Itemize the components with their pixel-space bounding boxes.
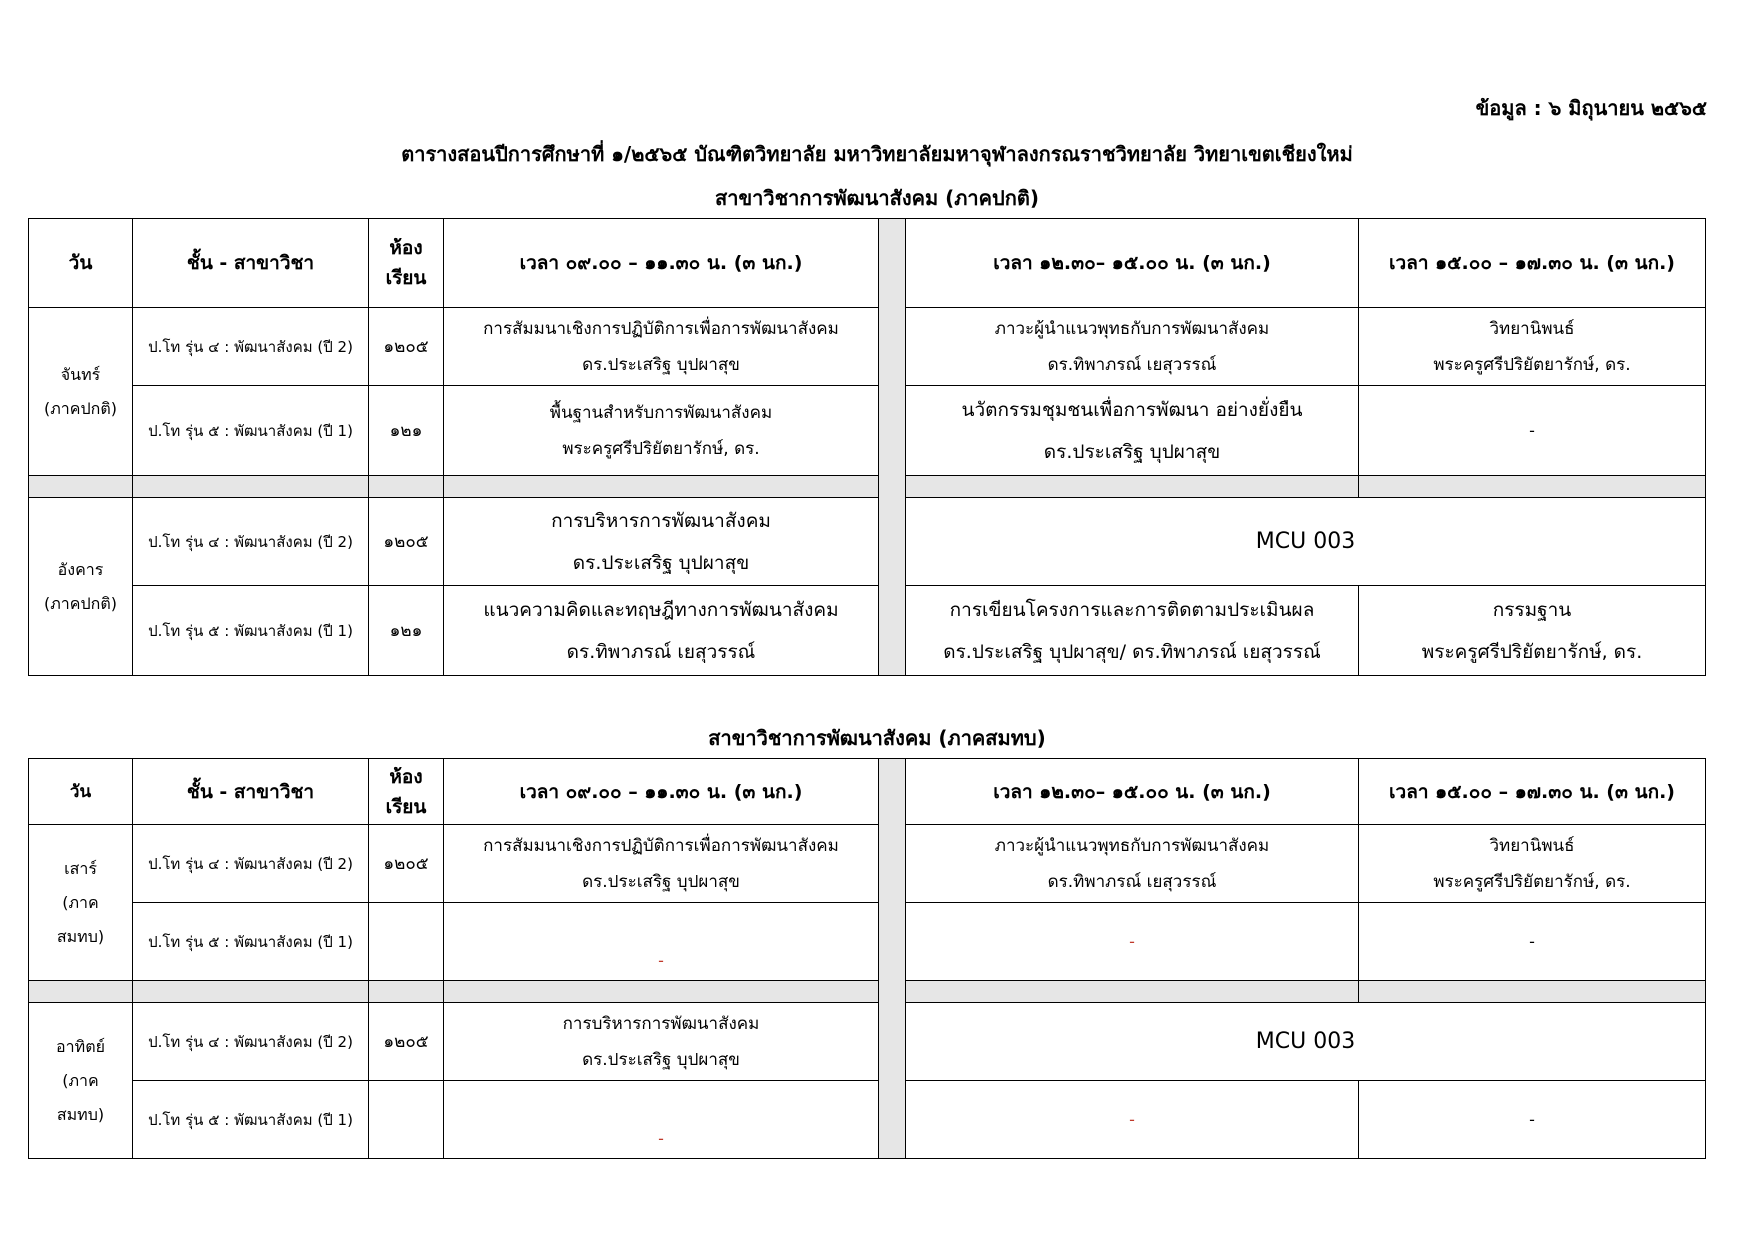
empty-slot-cell: - xyxy=(444,1081,879,1159)
schedule-table-weekend xyxy=(28,758,1706,1159)
class-cell: ป.โท รุ่น ๔ : พัฒนาสังคม (ปี 2) xyxy=(133,1003,369,1081)
table-row xyxy=(29,1081,1706,1159)
course-cell: การสัมมนาเชิงการปฏิบัติการเพื่อการพัฒนาสังคม ดร.ประเสริฐ บุปผาสุข xyxy=(444,825,879,903)
header-class: ชั้น - สาขาวิชา xyxy=(133,759,369,825)
empty-slot-cell: - xyxy=(1359,386,1706,476)
room-cell: ๑๒๐๕ xyxy=(369,308,444,386)
course-cell: การบริหารการพัฒนาสังคม ดร.ประเสริฐ บุปผาสุข xyxy=(444,498,879,586)
spacer-row xyxy=(29,476,1706,498)
header-row xyxy=(29,759,1706,825)
class-cell: ป.โท รุ่น ๔ : พัฒนาสังคม (ปี 2) xyxy=(133,498,369,586)
header-class: ชั้น - สาขาวิชา xyxy=(133,219,369,308)
header-slot-2: เวลา ๑๒.๓๐– ๑๕.๐๐ น. (๓ นก.) xyxy=(906,219,1359,308)
spacer-row xyxy=(29,981,1706,1003)
header-room: ห้อง เรียน xyxy=(369,219,444,308)
table-row xyxy=(29,586,1706,676)
empty-slot-cell: - xyxy=(906,1081,1359,1159)
course-cell: นวัตกรรมชุมชนเพื่อการพัฒนา อย่างยั่งยืน ดร.ประเสริฐ บุปผาสุข xyxy=(906,386,1359,476)
class-cell: ป.โท รุ่น ๔ : พัฒนาสังคม (ปี 2) xyxy=(133,825,369,903)
class-cell: ป.โท รุ่น ๕ : พัฒนาสังคม (ปี 1) xyxy=(133,386,369,476)
class-cell: ป.โท รุ่น ๕ : พัฒนาสังคม (ปี 1) xyxy=(133,903,369,981)
header-slot-2: เวลา ๑๒.๓๐– ๑๕.๐๐ น. (๓ นก.) xyxy=(906,759,1359,825)
class-cell: ป.โท รุ่น ๕ : พัฒนาสังคม (ปี 1) xyxy=(133,1081,369,1159)
merged-slot-cell: MCU 003 xyxy=(906,498,1706,586)
course-cell: พื้นฐานสำหรับการพัฒนาสังคม พระครูศรีปริยัตยารักษ์, ดร. xyxy=(444,386,879,476)
merged-slot-cell: MCU 003 xyxy=(906,1003,1706,1081)
header-slot-1: เวลา ๐๙.๐๐ – ๑๑.๓๐ น. (๓ นก.) xyxy=(444,219,879,308)
day-cell-tuesday: อังคาร (ภาคปกติ) xyxy=(29,498,133,676)
class-cell: ป.โท รุ่น ๔ : พัฒนาสังคม (ปี 2) xyxy=(133,308,369,386)
room-cell: ๑๒๑ xyxy=(369,586,444,676)
class-cell: ป.โท รุ่น ๕ : พัฒนาสังคม (ปี 1) xyxy=(133,586,369,676)
table-row xyxy=(29,825,1706,903)
header-slot-3: เวลา ๑๕.๐๐ – ๑๗.๓๐ น. (๓ นก.) xyxy=(1359,759,1706,825)
section-title-regular: สาขาวิชาการพัฒนาสังคม (ภาคปกติ) xyxy=(715,186,1039,210)
header-day: วัน xyxy=(29,219,133,308)
section-title-weekend: สาขาวิชาการพัฒนาสังคม (ภาคสมทบ) xyxy=(708,726,1046,750)
header-slot-3: เวลา ๑๕.๐๐ – ๑๗.๓๐ น. (๓ นก.) xyxy=(1359,219,1706,308)
header-room: ห้อง เรียน xyxy=(369,759,444,825)
empty-slot-cell: - xyxy=(1359,903,1706,981)
table-row xyxy=(29,498,1706,586)
empty-slot-cell: - xyxy=(1359,1081,1706,1159)
header-day: วัน xyxy=(29,759,133,825)
course-cell: กรรมฐาน พระครูศรีปริยัตยารักษ์, ดร. xyxy=(1359,586,1706,676)
course-cell: วิทยานิพนธ์ พระครูศรีปริยัตยารักษ์, ดร. xyxy=(1359,825,1706,903)
header-row xyxy=(29,219,1706,308)
day-cell-monday: จันทร์ (ภาคปกติ) xyxy=(29,308,133,476)
room-cell: ๑๒๑ xyxy=(369,386,444,476)
schedule-table-regular xyxy=(28,218,1706,676)
course-cell: การสัมมนาเชิงการปฏิบัติการเพื่อการพัฒนาสังคม ดร.ประเสริฐ บุปผาสุข xyxy=(444,308,879,386)
header-slot-1: เวลา ๐๙.๐๐ – ๑๑.๓๐ น. (๓ นก.) xyxy=(444,759,879,825)
info-date: ข้อมูล : ๖ มิถุนายน ๒๕๖๕ xyxy=(1475,96,1707,120)
table-row xyxy=(29,308,1706,386)
room-cell: ๑๒๐๕ xyxy=(369,498,444,586)
column-separator xyxy=(879,759,906,1159)
empty-slot-cell: - xyxy=(906,903,1359,981)
course-cell: แนวความคิดและทฤษฎีทางการพัฒนาสังคม ดร.ทิพาภรณ์ เยสุวรรณ์ xyxy=(444,586,879,676)
room-cell: ๑๒๐๕ xyxy=(369,825,444,903)
course-cell: วิทยานิพนธ์ พระครูศรีปริยัตยารักษ์, ดร. xyxy=(1359,308,1706,386)
room-cell xyxy=(369,903,444,981)
course-cell: ภาวะผู้นำแนวพุทธกับการพัฒนาสังคม ดร.ทิพาภรณ์ เยสุวรรณ์ xyxy=(906,308,1359,386)
table-row xyxy=(29,1003,1706,1081)
course-cell: ภาวะผู้นำแนวพุทธกับการพัฒนาสังคม ดร.ทิพาภรณ์ เยสุวรรณ์ xyxy=(906,825,1359,903)
table-row xyxy=(29,903,1706,981)
table-row xyxy=(29,386,1706,476)
day-cell-saturday: เสาร์ (ภาค สมทบ) xyxy=(29,825,133,981)
empty-slot-cell: - xyxy=(444,903,879,981)
column-separator xyxy=(879,219,906,676)
room-cell xyxy=(369,1081,444,1159)
course-cell: การเขียนโครงการและการติดตามประเมินผล ดร.ประเสริฐ บุปผาสุข/ ดร.ทิพาภรณ์ เยสุวรรณ์ xyxy=(906,586,1359,676)
day-cell-sunday: อาทิตย์ (ภาค สมทบ) xyxy=(29,1003,133,1159)
room-cell: ๑๒๐๕ xyxy=(369,1003,444,1081)
page-title: ตารางสอนปีการศึกษาที่ ๑/๒๕๖๕ บัณฑิตวิทยาลัย มหาวิทยาลัยมหาจุฬาลงกรณราชวิทยาลัย วิทยาเขตเชียงใหม่ xyxy=(401,142,1353,166)
course-cell: การบริหารการพัฒนาสังคม ดร.ประเสริฐ บุปผาสุข xyxy=(444,1003,879,1081)
